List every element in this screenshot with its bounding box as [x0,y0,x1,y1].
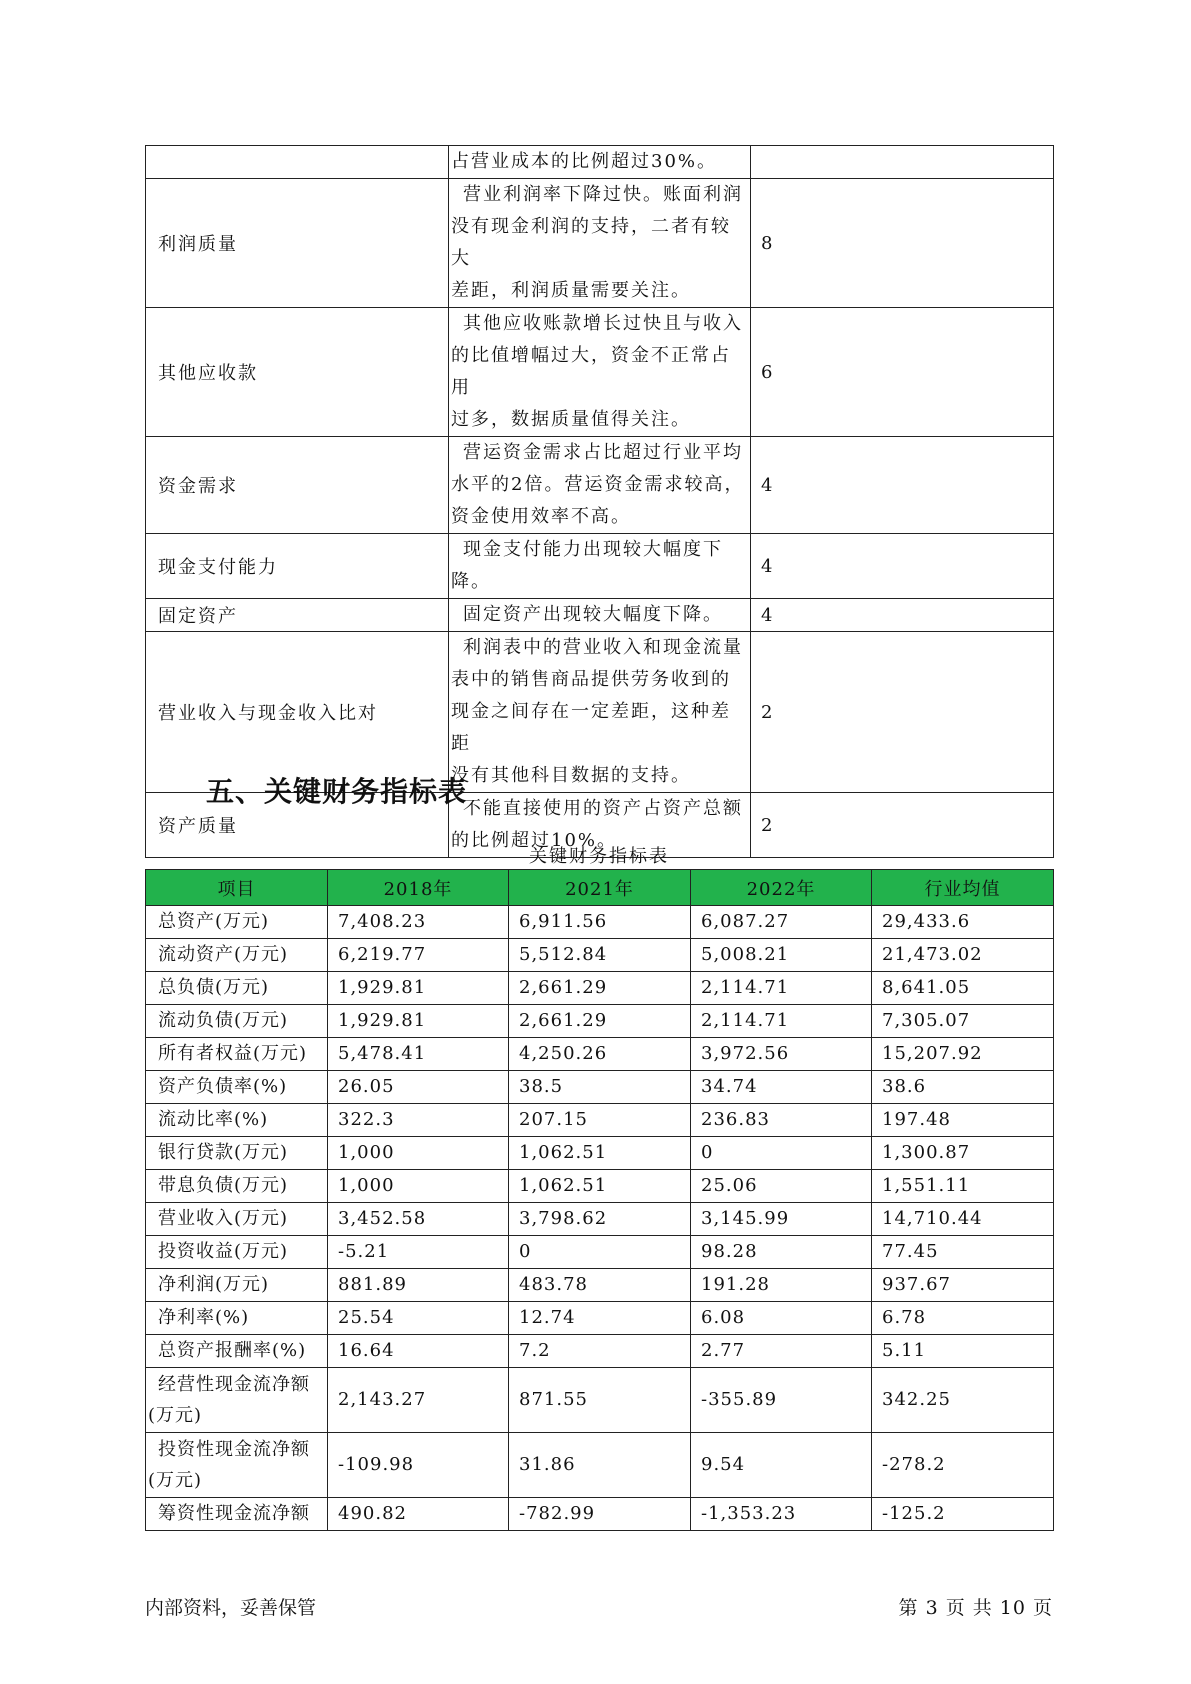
value-2018: -109.98 [328,1433,509,1498]
description-line: 资金使用效率不高。 [451,506,631,527]
risk-item-description [449,437,751,534]
value-industry-avg: 29,433.6 [872,906,1054,939]
value-2022: -355.89 [691,1368,872,1433]
description-line: 占营业成本的比例超过30%。 [451,151,718,172]
table-row [146,1498,1054,1531]
value-2018: 1,000 [328,1137,509,1170]
value-2021: 3,798.62 [509,1203,691,1236]
footer-confidential: 内部资料，妥善保管 [145,1597,317,1619]
row-item: 流动比率(%) [146,1104,328,1137]
risk-row [146,632,1054,793]
value-2021: 31.86 [509,1433,691,1498]
description-line: 现金支付能力出现较大幅度下降。 [451,539,723,592]
risk-item-name: 营业收入与现金收入比对 [146,632,449,793]
risk-item-name: 固定资产 [146,599,449,632]
value-2021: 6,911.56 [509,906,691,939]
value-industry-avg: 7,305.07 [872,1005,1054,1038]
value-2018: 322.3 [328,1104,509,1137]
row-item: 银行贷款(万元) [146,1137,328,1170]
table-row [146,1335,1054,1368]
risk-row [146,146,1054,179]
value-2022: 191.28 [691,1269,872,1302]
risk-item-name: 现金支付能力 [146,534,449,599]
value-2021: 5,512.84 [509,939,691,972]
row-item: 投资收益(万元) [146,1236,328,1269]
row-item: 投资性现金流净额 (万元) [146,1433,328,1498]
value-2022: 34.74 [691,1071,872,1104]
risk-item-score: 6 [751,308,1054,437]
risk-table [145,145,1054,858]
risk-item-name [146,146,449,179]
value-2021: 207.15 [509,1104,691,1137]
value-2022: 9.54 [691,1433,872,1498]
row-item: 总负债(万元) [146,972,328,1005]
risk-row [146,308,1054,437]
risk-item-name: 资金需求 [146,437,449,534]
row-item: 所有者权益(万元) [146,1038,328,1071]
value-2018: 490.82 [328,1498,509,1531]
value-2022: -1,353.23 [691,1498,872,1531]
value-industry-avg: 8,641.05 [872,972,1054,1005]
value-2021: 7.2 [509,1335,691,1368]
value-2021: 871.55 [509,1368,691,1433]
risk-row [146,534,1054,599]
value-2022: 2.77 [691,1335,872,1368]
value-2022: 6.08 [691,1302,872,1335]
table-row [146,1137,1054,1170]
value-2018: 7,408.23 [328,906,509,939]
financial-indicators-table [145,869,1054,1531]
table-row [146,1302,1054,1335]
description-line: 水平的2倍。营运资金需求较高， [451,474,745,495]
value-industry-avg: -125.2 [872,1498,1054,1531]
description-line: 过多，数据质量值得关注。 [451,409,691,430]
row-item: 带息负债(万元) [146,1170,328,1203]
description-line: 固定资产出现较大幅度下降。 [463,604,723,625]
value-industry-avg: 6.78 [872,1302,1054,1335]
risk-item-description [449,632,751,793]
row-item: 经营性现金流净额 (万元) [146,1368,328,1433]
risk-item-score: 4 [751,599,1054,632]
table-row [146,1203,1054,1236]
value-2021: 2,661.29 [509,1005,691,1038]
table-row [146,1269,1054,1302]
risk-row [146,437,1054,534]
value-2018: 2,143.27 [328,1368,509,1433]
description-line: 营运资金需求占比超过行业平均 [463,442,743,463]
value-2022: 3,145.99 [691,1203,872,1236]
table-row [146,1368,1054,1433]
table-row [146,1071,1054,1104]
value-industry-avg: 342.25 [872,1368,1054,1433]
header-2018: 2018年 [328,870,509,906]
value-2018: 5,478.41 [328,1038,509,1071]
value-industry-avg: 1,300.87 [872,1137,1054,1170]
table-row [146,1038,1054,1071]
value-2018: -5.21 [328,1236,509,1269]
table-row [146,1104,1054,1137]
risk-item-score: 2 [751,793,1054,858]
value-industry-avg: 1,551.11 [872,1170,1054,1203]
value-2018: 1,929.81 [328,972,509,1005]
header-2021: 2021年 [509,870,691,906]
value-2018: 6,219.77 [328,939,509,972]
risk-item-description [449,599,751,632]
value-2021: 4,250.26 [509,1038,691,1071]
description-line: 差距，利润质量需要关注。 [451,280,691,301]
risk-item-description [449,534,751,599]
description-line: 不能直接使用的资产占资产总额 [463,798,743,819]
value-2021: 12.74 [509,1302,691,1335]
value-2022: 236.83 [691,1104,872,1137]
description-line: 利润表中的营业收入和现金流量 [463,637,743,658]
description-line: 没有现金利润的支持，二者有较大 [451,216,731,269]
description-line: 没有其他科目数据的支持。 [451,765,691,786]
row-item: 资产负债率(%) [146,1071,328,1104]
value-2022: 98.28 [691,1236,872,1269]
value-industry-avg: 15,207.92 [872,1038,1054,1071]
table-header-row [146,870,1054,906]
description-line: 其他应收账款增长过快且与收入 [463,313,743,334]
table-row [146,939,1054,972]
description-line: 的比值增幅过大，资金不正常占用 [451,345,731,398]
table-row [146,972,1054,1005]
header-item: 项目 [146,870,328,906]
row-item: 净利率(%) [146,1302,328,1335]
table-row [146,906,1054,939]
value-2021: 0 [509,1236,691,1269]
value-2021: 2,661.29 [509,972,691,1005]
value-2022: 5,008.21 [691,939,872,972]
section-heading: 五、关键财务指标表 [206,775,468,808]
row-item: 总资产(万元) [146,906,328,939]
value-industry-avg: 77.45 [872,1236,1054,1269]
value-2018: 26.05 [328,1071,509,1104]
value-2018: 25.54 [328,1302,509,1335]
value-industry-avg: -278.2 [872,1433,1054,1498]
table-row [146,1005,1054,1038]
value-2022: 3,972.56 [691,1038,872,1071]
value-2022: 2,114.71 [691,1005,872,1038]
risk-item-name: 其他应收款 [146,308,449,437]
value-industry-avg: 937.67 [872,1269,1054,1302]
description-line: 的比例超过10%。 [451,830,618,851]
value-industry-avg: 14,710.44 [872,1203,1054,1236]
table-caption: 关键财务指标表 [529,846,669,867]
risk-item-description [449,179,751,308]
risk-item-score: 4 [751,437,1054,534]
value-industry-avg: 197.48 [872,1104,1054,1137]
value-industry-avg: 21,473.02 [872,939,1054,972]
risk-item-name: 资产质量 [146,793,449,858]
table-row [146,1170,1054,1203]
description-line: 现金之间存在一定差距，这种差距 [451,701,731,754]
row-item: 净利润(万元) [146,1269,328,1302]
value-2022: 6,087.27 [691,906,872,939]
footer-page-number: 第 3 页 共 10 页 [898,1597,1053,1619]
risk-item-score: 4 [751,534,1054,599]
table-row [146,1236,1054,1269]
risk-item-score: 8 [751,179,1054,308]
risk-item-description [449,146,751,179]
risk-item-score: 2 [751,632,1054,793]
row-item: 营业收入(万元) [146,1203,328,1236]
row-item: 总资产报酬率(%) [146,1335,328,1368]
value-2018: 1,929.81 [328,1005,509,1038]
description-line: 营业利润率下降过快。账面利润 [463,184,743,205]
risk-row [146,599,1054,632]
risk-item-description [449,308,751,437]
value-2021: -782.99 [509,1498,691,1531]
value-2018: 1,000 [328,1170,509,1203]
header-industry-avg: 行业均值 [872,870,1054,906]
table-row [146,1433,1054,1498]
value-2021: 1,062.51 [509,1137,691,1170]
value-2022: 25.06 [691,1170,872,1203]
value-2018: 16.64 [328,1335,509,1368]
value-2022: 0 [691,1137,872,1170]
value-2018: 3,452.58 [328,1203,509,1236]
row-item: 筹资性现金流净额 [146,1498,328,1531]
value-industry-avg: 38.6 [872,1071,1054,1104]
header-2022: 2022年 [691,870,872,906]
row-item: 流动资产(万元) [146,939,328,972]
value-2021: 483.78 [509,1269,691,1302]
description-line: 表中的销售商品提供劳务收到的 [451,669,731,690]
risk-row [146,179,1054,308]
value-2018: 881.89 [328,1269,509,1302]
value-2022: 2,114.71 [691,972,872,1005]
risk-item-score [751,146,1054,179]
value-2021: 1,062.51 [509,1170,691,1203]
row-item: 流动负债(万元) [146,1005,328,1038]
value-2021: 38.5 [509,1071,691,1104]
risk-item-name: 利润质量 [146,179,449,308]
value-industry-avg: 5.11 [872,1335,1054,1368]
